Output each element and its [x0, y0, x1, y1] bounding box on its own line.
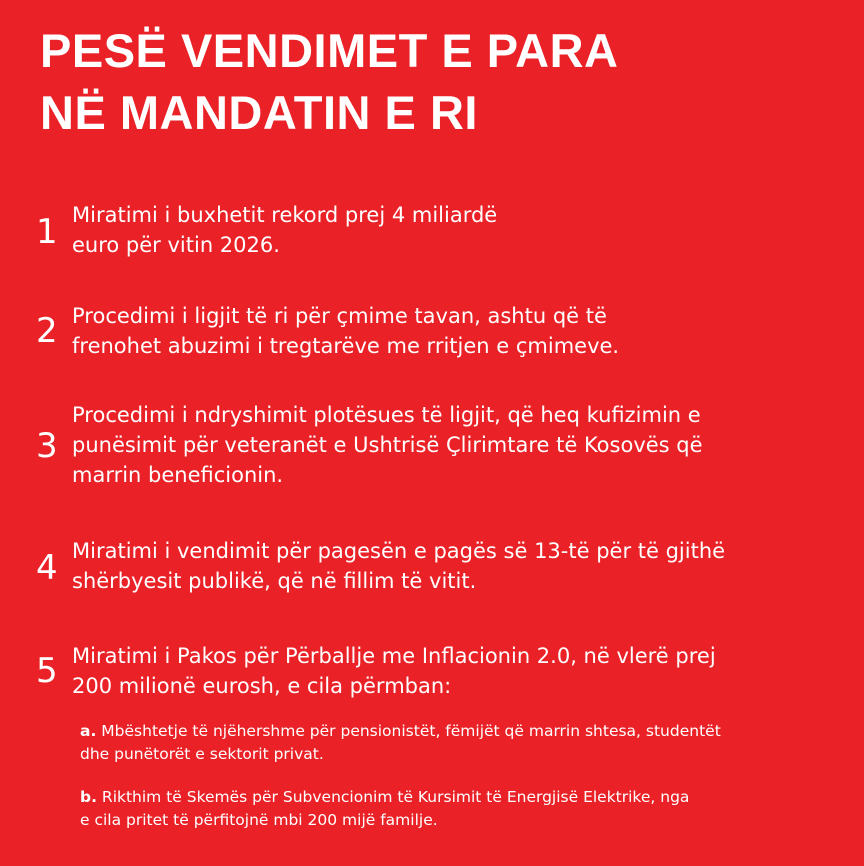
item-text-line: Miratimi i vendimit për pagesën e pagës së 13-të për të gjithë [72, 539, 726, 563]
item-number: 4 [36, 548, 58, 588]
page-title [40, 20, 840, 144]
sub-item-text: Rikthim të Skemës për Subvencionim të Kursimit të Energjisë Elektrike, nga [101, 788, 690, 806]
item-text-line: punësimit për veteranët e Ushtrisë Çlirimtare të Kosovës që [72, 433, 703, 457]
list-item [36, 301, 846, 371]
item-text [72, 536, 832, 596]
title-line: NË MANDATIN E RI [40, 86, 478, 139]
item-text-line: frenohet abuzimi i tregtarëve me rritjen e çmimeve. [72, 334, 620, 358]
sub-item-marker: a. [80, 722, 97, 740]
item-text-line: Procedimi i ligjit të ri për çmime tavan, ashtu që të [72, 304, 607, 328]
sub-item-line [80, 720, 840, 743]
sub-item-text: Mbështetje të njëhershme për pensionistët, fëmijët që marrin shtesa, studentët [101, 722, 721, 740]
item-number: 5 [36, 651, 58, 691]
item-text-line: Miratimi i Pakos për Përballje me Inflacionin 2.0, në vlerë prej [72, 644, 716, 668]
item-text-line: euro për vitin 2026. [72, 233, 280, 257]
title-line: PESË VENDIMET E PARA [40, 24, 619, 77]
item-text-line: Procedimi i ndryshimit plotësues të ligjit, që heq kufizimin e [72, 403, 701, 427]
sub-list-item [80, 786, 840, 832]
sub-item-line [80, 786, 840, 809]
list-item [36, 641, 846, 711]
item-number: 3 [36, 426, 58, 466]
sub-item-line: e cila pritet të përfitojnë mbi 200 mijë familje. [80, 811, 438, 829]
item-text-line: 200 milionë eurosh, e cila përmban: [72, 674, 452, 698]
item-text-line: Miratimi i buxhetit rekord prej 4 miliardë [72, 203, 498, 227]
item-number: 2 [36, 311, 58, 351]
sub-list-item [80, 720, 840, 766]
item-text-line: shërbyesit publikë, që në fillim të vitit. [72, 569, 477, 593]
item-text-line: marrin beneficionin. [72, 463, 284, 487]
list-item [36, 536, 846, 606]
sub-item-marker: b. [80, 788, 97, 806]
item-text [72, 641, 832, 701]
item-number: 1 [36, 212, 58, 252]
list-item [36, 400, 846, 500]
item-text [72, 400, 832, 490]
item-text [72, 200, 832, 260]
item-text [72, 301, 832, 361]
sub-item-line: dhe punëtorët e sektorit privat. [80, 745, 324, 763]
list-item [36, 200, 846, 270]
